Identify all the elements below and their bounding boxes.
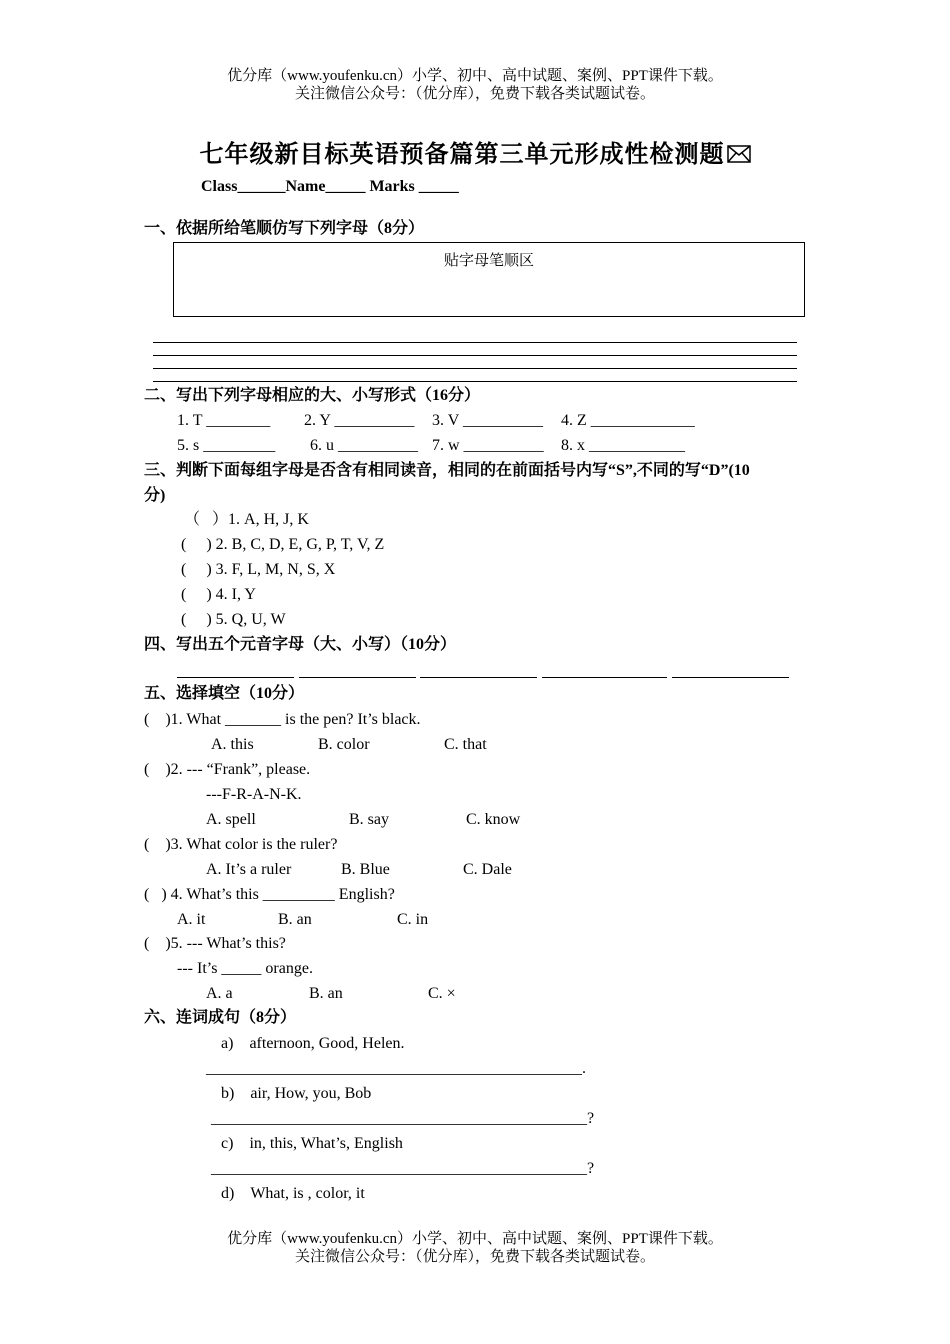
footer-line-2: 关注微信公众号：（优分库），免费下载各类试题试卷。	[294, 1249, 655, 1265]
letter-item[interactable]: 4. Z _____________	[561, 412, 695, 429]
stroke-order-box-label: 贴字母笔顺区	[443, 253, 534, 269]
section-5-heading: 五、选择填空（10分）	[144, 685, 305, 702]
sentence-words: What, is , color, it	[250, 1185, 365, 1202]
judge-item-text: 2. B, C, D, E, G, P, T, V, Z	[215, 536, 385, 553]
vowel-answer-line[interactable]	[177, 677, 294, 678]
judge-item[interactable]: ( ) 4. I, Y	[181, 586, 256, 603]
letter-item-label: 2. Y	[304, 412, 331, 429]
judge-item[interactable]: ( ) 2. B, C, D, E, G, P, T, V, Z	[181, 536, 385, 553]
sentence-item	[221, 1084, 371, 1104]
sentence-label: d)	[221, 1185, 235, 1202]
stroke-order-box	[173, 242, 805, 317]
mc-option[interactable]: A. it	[177, 911, 206, 928]
mc-question[interactable]: ( )5. --- What’s this?	[144, 935, 286, 952]
letter-item-label: 1. T	[177, 412, 203, 429]
mc-option[interactable]: C. know	[466, 811, 521, 828]
letter-item[interactable]: 5. s _________	[177, 437, 276, 454]
letter-item[interactable]: 3. V __________	[432, 412, 543, 429]
mc-option[interactable]: C. Dale	[463, 861, 512, 878]
sentence-end-mark: .	[582, 1060, 586, 1077]
mc-question[interactable]: ( ) 4. What’s this _________ English?	[144, 886, 395, 903]
mc-question-text: ) 4. What’s this _________ English?	[161, 886, 395, 903]
mc-question-line2: --- It’s _____ orange.	[177, 960, 313, 977]
judge-item[interactable]: ( ) 3. F, L, M, N, S, X	[181, 561, 336, 578]
sentence-item	[221, 1184, 365, 1204]
mc-question-line2: ---F-R-A-N-K.	[206, 786, 302, 803]
sentence-end-mark: ?	[587, 1160, 595, 1177]
mc-option[interactable]: B. Blue	[341, 861, 390, 878]
mc-option[interactable]: C. that	[444, 736, 487, 753]
writing-line[interactable]	[153, 381, 797, 382]
vowel-answer-line[interactable]	[542, 677, 667, 678]
marks-label: Marks	[369, 178, 415, 195]
sentence-words: air, How, you, Bob	[250, 1085, 372, 1102]
mc-option[interactable]: B. an	[278, 911, 312, 928]
mc-question-text: )3. What color is the ruler?	[165, 836, 338, 853]
vowel-answer-line[interactable]	[299, 677, 416, 678]
judge-item[interactable]: （ ）1. A, H, J, K	[184, 511, 309, 528]
letter-item[interactable]: 6. u __________	[310, 437, 418, 454]
mc-option[interactable]: B. color	[318, 736, 370, 753]
header-line-2: 关注微信公众号：（优分库），免费下载各类试题试卷。	[294, 86, 655, 102]
mc-option[interactable]: C. in	[397, 911, 429, 928]
judge-item[interactable]: ( ) 5. Q, U, W	[181, 611, 286, 628]
section-3-heading-cont: 分)	[144, 487, 166, 504]
mc-option[interactable]: A. spell	[206, 811, 256, 828]
mc-option[interactable]: A. a	[206, 985, 233, 1002]
sentence-label: a)	[221, 1035, 234, 1052]
mc-option[interactable]: B. say	[349, 811, 389, 828]
letter-item[interactable]: 1. T ________	[177, 412, 271, 429]
judge-item-text: 1. A, H, J, K	[228, 511, 309, 528]
sentence-item	[221, 1034, 405, 1054]
section-2-heading: 二、写出下列字母相应的大、小写形式（16分）	[144, 387, 481, 404]
sentence-label: b)	[221, 1085, 235, 1102]
name-label: Name	[285, 178, 326, 195]
mc-option[interactable]: C. ×	[428, 985, 456, 1002]
writing-line[interactable]	[153, 342, 797, 343]
sentence-answer-line[interactable]: _______________________________________________.	[206, 1060, 586, 1077]
page-title-text: 七年级新目标英语预备篇第三单元形成性检测题	[199, 142, 725, 168]
sentence-answer-line[interactable]: _______________________________________________?	[211, 1110, 595, 1127]
mc-question-text: )1. What _______ is the pen? It’s black.	[165, 711, 421, 728]
sentence-words: afternoon, Good, Helen.	[249, 1035, 405, 1052]
sentence-answer-line[interactable]: _______________________________________________?	[211, 1160, 595, 1177]
header-line-1: 优分库（www.youfenku.cn）小学、初中、高中试题、案例、PPT课件下载。	[227, 68, 723, 84]
page-title	[0, 134, 950, 169]
section-3-heading: 三、判断下面每组字母是否含有相同读音，相同的在前面括号内写“S”,不同的写“D”(10	[144, 462, 750, 479]
writing-line[interactable]	[153, 368, 797, 369]
section-4-heading: 四、写出五个元音字母（大、小写）（10分）	[144, 636, 457, 653]
section-6-heading: 六、连词成句（8分）	[144, 1009, 297, 1026]
mc-question[interactable]: ( )2. --- “Frank”, please.	[144, 761, 311, 778]
student-info-line: Class______Name_____ Marks _____	[201, 178, 459, 195]
mc-question-text: )5. --- What’s this?	[165, 935, 286, 952]
vowel-answer-line[interactable]	[420, 677, 537, 678]
letter-item-label: 5. s	[177, 437, 200, 454]
section-1-heading: 一、依据所给笔顺仿写下列字母（8分）	[144, 220, 425, 237]
letter-item-label: 4. Z	[561, 412, 587, 429]
letter-item-label: 8. x	[561, 437, 585, 454]
sentence-words: in, this, What’s, English	[249, 1135, 403, 1152]
mc-question[interactable]: ( )1. What _______ is the pen? It’s black.	[144, 711, 421, 728]
judge-item-text: 4. I, Y	[215, 586, 256, 603]
judge-item-text: 3. F, L, M, N, S, X	[215, 561, 336, 578]
sentence-item	[221, 1134, 403, 1154]
letter-item-label: 3. V	[432, 412, 459, 429]
vowel-answer-line[interactable]	[672, 677, 789, 678]
footer-line-1: 优分库（www.youfenku.cn）小学、初中、高中试题、案例、PPT课件下载。	[227, 1231, 723, 1247]
envelope-icon	[727, 144, 751, 164]
letter-item[interactable]: 8. x ____________	[561, 437, 685, 454]
mc-question-text: )2. --- “Frank”, please.	[165, 761, 311, 778]
letter-item-label: 7. w	[432, 437, 460, 454]
mc-option[interactable]: B. an	[309, 985, 343, 1002]
judge-item-text: 5. Q, U, W	[215, 611, 286, 628]
mc-question[interactable]: ( )3. What color is the ruler?	[144, 836, 338, 853]
class-label: Class	[201, 178, 238, 195]
sentence-end-mark: ?	[587, 1110, 595, 1127]
mc-option[interactable]: A. It’s a ruler	[206, 861, 292, 878]
letter-item-label: 6. u	[310, 437, 334, 454]
letter-item[interactable]: 2. Y __________	[304, 412, 415, 429]
sentence-label: c)	[221, 1135, 234, 1152]
letter-item[interactable]: 7. w __________	[432, 437, 544, 454]
mc-option[interactable]: A. this	[211, 736, 254, 753]
writing-line[interactable]	[153, 355, 797, 356]
